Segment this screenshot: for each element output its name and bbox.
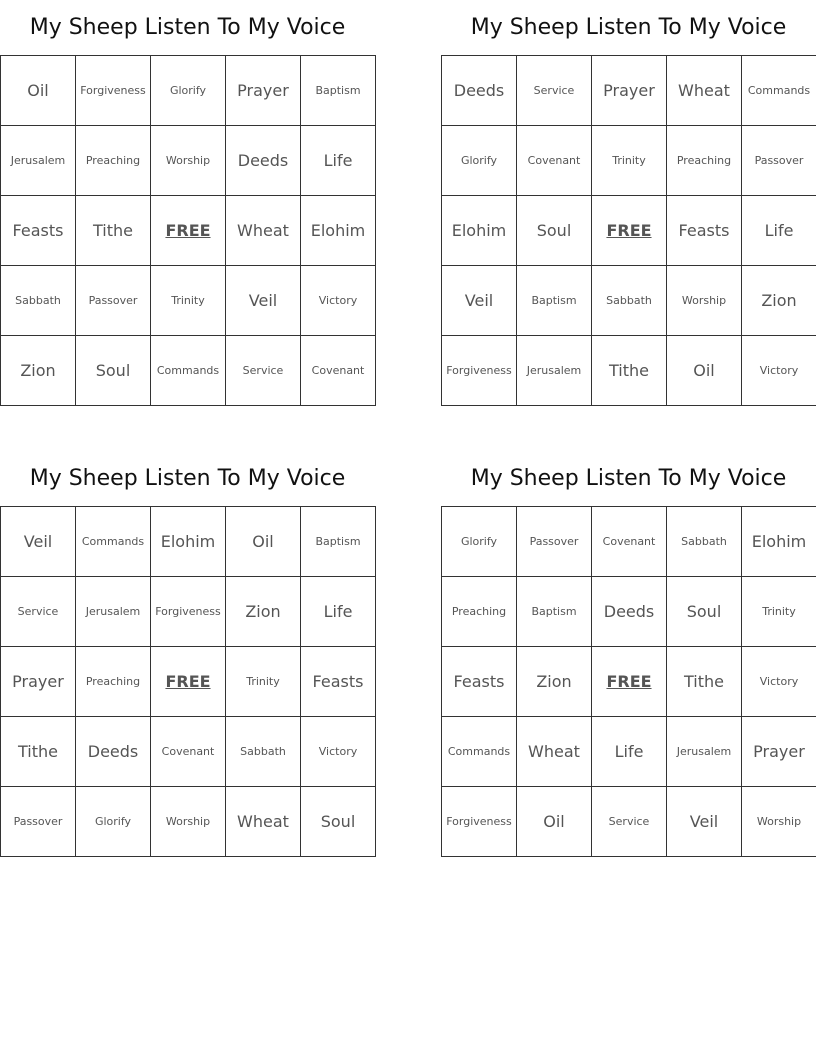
bingo-cell: Oil [1,56,76,126]
bingo-cell: Wheat [226,196,301,266]
bingo-cell: Preaching [76,126,151,196]
bingo-cell: Life [742,196,816,266]
bingo-card-2 [441,0,816,406]
bingo-cell: Zion [1,336,76,406]
bingo-cell: Zion [517,647,592,717]
grid-row [442,507,816,577]
bingo-card-1 [0,0,375,406]
grid-row [442,787,816,857]
bingo-cell: Passover [517,507,592,577]
grid-row [1,56,376,126]
bingo-cell: Preaching [442,577,517,647]
bingo-cell: Covenant [517,126,592,196]
bingo-cell: Elohim [742,507,816,577]
bingo-cell: Glorify [442,507,517,577]
bingo-cell: Baptism [301,56,376,126]
bingo-cell: Feasts [667,196,742,266]
grid-row [442,266,816,336]
bingo-grid [441,506,816,857]
bingo-cell: Commands [742,56,816,126]
bingo-cell: Passover [76,266,151,336]
bingo-cell: Jerusalem [517,336,592,406]
grid-row [442,196,816,266]
bingo-cell: Life [301,577,376,647]
bingo-cell: Sabbath [592,266,667,336]
bingo-cell: Jerusalem [76,577,151,647]
bingo-cell: Victory [301,717,376,787]
free-space-cell: FREE [151,647,226,717]
bingo-cell: Commands [442,717,517,787]
bingo-cell: Baptism [517,577,592,647]
bingo-grid [0,506,376,857]
free-space-cell: FREE [151,196,226,266]
bingo-cell: Deeds [442,56,517,126]
bingo-cell: Service [592,787,667,857]
grid-row [1,717,376,787]
bingo-cell: Tithe [667,647,742,717]
grid-row [1,266,376,336]
bingo-cell: Glorify [442,126,517,196]
bingo-cell: Tithe [1,717,76,787]
bingo-cell: Deeds [226,126,301,196]
bingo-cell: Prayer [742,717,816,787]
free-space-cell: FREE [592,196,667,266]
bingo-cell: Trinity [226,647,301,717]
bingo-cell: Trinity [151,266,226,336]
grid-row [1,336,376,406]
grid-row [1,787,376,857]
bingo-cell: Commands [151,336,226,406]
bingo-cell: Baptism [301,507,376,577]
grid-row [442,336,816,406]
bingo-cell: Trinity [742,577,816,647]
bingo-cell: Elohim [442,196,517,266]
bingo-cell: Zion [742,266,816,336]
bingo-cell: Deeds [592,577,667,647]
card-title: My Sheep Listen To My Voice [29,15,346,40]
bingo-cell: Prayer [592,56,667,126]
bingo-cell: Covenant [301,336,376,406]
bingo-cell: Covenant [592,507,667,577]
bingo-cell: Life [592,717,667,787]
bingo-cell: Elohim [301,196,376,266]
bingo-cell: Forgiveness [442,787,517,857]
bingo-cell: Worship [151,787,226,857]
grid-row [1,577,376,647]
bingo-cell: Baptism [517,266,592,336]
bingo-cell: Feasts [301,647,376,717]
bingo-cell: Worship [742,787,816,857]
grid-row [442,56,816,126]
bingo-cell: Commands [76,507,151,577]
bingo-cell: Forgiveness [151,577,226,647]
bingo-cell: Jerusalem [1,126,76,196]
bingo-cell: Soul [517,196,592,266]
bingo-cell: Victory [742,647,816,717]
bingo-cell: Service [1,577,76,647]
bingo-cell: Veil [667,787,742,857]
bingo-cell: Veil [442,266,517,336]
bingo-cell: Glorify [76,787,151,857]
bingo-cell: Veil [226,266,301,336]
bingo-cell: Deeds [76,717,151,787]
bingo-cell: Oil [517,787,592,857]
bingo-card-3 [0,451,375,857]
bingo-cell: Wheat [517,717,592,787]
bingo-cell: Covenant [151,717,226,787]
bingo-cell: Worship [151,126,226,196]
grid-row [442,647,816,717]
bingo-cell: Veil [1,507,76,577]
bingo-grid [0,55,376,406]
card-title: My Sheep Listen To My Voice [470,466,787,491]
bingo-cell: Victory [742,336,816,406]
grid-row [442,577,816,647]
grid-row [442,717,816,787]
card-title: My Sheep Listen To My Voice [29,466,346,491]
bingo-cell: Oil [667,336,742,406]
grid-row [1,507,376,577]
card-title: My Sheep Listen To My Voice [470,15,787,40]
bingo-cell: Wheat [226,787,301,857]
bingo-cell: Soul [301,787,376,857]
bingo-cell: Preaching [76,647,151,717]
bingo-cell: Tithe [592,336,667,406]
bingo-cell: Trinity [592,126,667,196]
bingo-cell: Prayer [226,56,301,126]
bingo-cell: Victory [301,266,376,336]
bingo-cell: Sabbath [1,266,76,336]
bingo-cell: Elohim [151,507,226,577]
bingo-cell: Life [301,126,376,196]
grid-row [1,647,376,717]
bingo-cell: Service [226,336,301,406]
bingo-cell: Preaching [667,126,742,196]
bingo-cell: Soul [76,336,151,406]
grid-row [1,126,376,196]
bingo-cell: Forgiveness [442,336,517,406]
bingo-cell: Feasts [442,647,517,717]
bingo-cell: Tithe [76,196,151,266]
grid-row [442,126,816,196]
free-space-cell: FREE [592,647,667,717]
bingo-cell: Service [517,56,592,126]
bingo-cell: Sabbath [667,507,742,577]
bingo-cell: Soul [667,577,742,647]
bingo-grid [441,55,816,406]
bingo-cell: Sabbath [226,717,301,787]
grid-row [1,196,376,266]
bingo-cell: Forgiveness [76,56,151,126]
bingo-cell: Zion [226,577,301,647]
bingo-cell: Passover [1,787,76,857]
bingo-cell: Worship [667,266,742,336]
bingo-cell: Feasts [1,196,76,266]
bingo-cell: Oil [226,507,301,577]
bingo-cell: Prayer [1,647,76,717]
bingo-cell: Wheat [667,56,742,126]
bingo-card-4 [441,451,816,857]
bingo-cell: Jerusalem [667,717,742,787]
bingo-cell: Passover [742,126,816,196]
bingo-cell: Glorify [151,56,226,126]
